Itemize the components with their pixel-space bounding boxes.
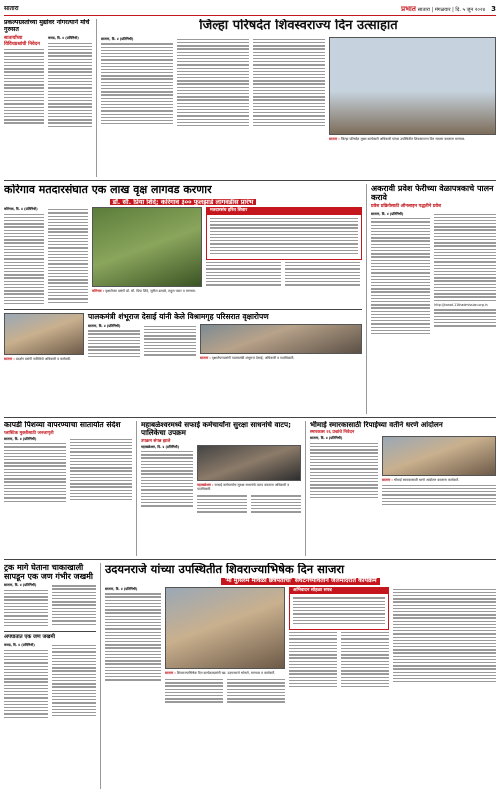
tree-text-1 — [4, 214, 44, 305]
mahabaleshwar-headline: महाबळेश्वरमध्ये सफाई कर्मचार्यांना सुरक्षा साधनांचे वाटप; पालिकेचा उपक्रम — [141, 421, 291, 438]
newspaper-logo: प्रभात — [401, 3, 416, 13]
masthead — [4, 4, 496, 16]
lead-text-1 — [101, 43, 173, 124]
col1-text-2 — [48, 43, 92, 127]
udayan-dateline: सातारा, दि. ४ (प्रतिनिधी) — [105, 586, 138, 591]
tree-photo — [92, 207, 202, 287]
col1-subhead: सातार्यांच्या विविधप्रश्नांची निवेदन — [4, 36, 40, 47]
tree-infobox — [206, 207, 362, 260]
truck-headline: ट्रक मागे घेताना चाकाखाली सापडून एक जण गंभीर जखमी — [4, 563, 93, 582]
lead-photo — [329, 37, 496, 135]
truck-story — [4, 563, 96, 789]
desai-caption: सातारा : वृक्षारोपणप्रसंगी पालकमंत्री शंभूराज देसाई, अधिकारी व पदाधिकारी. — [200, 355, 295, 360]
tree-subhead: डॉ. सौ. प्रिया शिंदे; कोरेगाव ३०० फुलझाडे लागवडीस प्रारंभ — [110, 199, 257, 206]
tree-dateline: कोरेगाव, दि. ४ (प्रतिनिधी) — [4, 207, 38, 212]
bhime-caption: सातारा : भीमाई स्मारकासाठी धरणे आंदोलन करताना कार्यकर्ते. — [382, 478, 460, 483]
lead-dateline: सातारा, दि. ४ (प्रतिनिधी) — [101, 36, 134, 41]
raid-subhead: प्रवेश प्रक्रियेसाठी ऑनलाइन पद्धतीने प्रवेश — [371, 204, 442, 210]
bhime-subhead: स्मारकास २६ प्रश्नांचे निवेदन — [310, 430, 355, 436]
desai-dateline: सातारा, दि. ४ (प्रतिनिधी) — [88, 323, 121, 328]
col1-headline: प्रकल्पग्रस्तांच्या मुद्यांवर नांगरत्याने मोर्चे गुरुसत — [4, 19, 90, 34]
udayan-infobox — [289, 587, 389, 630]
tree-story — [4, 184, 362, 414]
bhime-dateline: सातारा, दि. ४ (प्रतिनिधी) — [310, 436, 343, 441]
raid-dateline: सातारा, दि. ४ (प्रतिनिधी) — [371, 211, 404, 216]
tree-text-2 — [48, 209, 88, 303]
lead-caption: सातारा : जिल्हा परिषदेत मुख्य कार्यकारी अधिकारी यांच्या उपस्थितीत शिवस्वराज्य दिन साजरा करताना मान्यवर. — [329, 136, 466, 141]
bottom-row — [4, 563, 496, 789]
col1-dateline: कराड, दि. ४ (प्रतिनिधी) — [48, 36, 79, 41]
masthead-dateline: सातारा | मंगळवार | दि. ५ जून २०२४ — [417, 6, 486, 13]
top-row — [4, 19, 496, 177]
raid-headline: अकरावी प्रवेश फेरीच्या वेळापत्रकाचे पालन करावे — [371, 184, 494, 203]
lower-row — [4, 421, 496, 556]
bags-subhead: प्लास्टिक मुक्तीसाठी जनजागृती — [4, 430, 54, 436]
lead-headline: जिल्हा परिषदेत शिवस्वराज्य दिन उत्साहात — [199, 19, 398, 33]
tree2-dateline: कराड, दि. ४ (प्रतिनिधी) — [4, 643, 35, 648]
bhime-photo — [382, 436, 496, 476]
mahabaleshwar-subhead: उपक्रम संपन्न झाले — [141, 438, 171, 444]
udayan-box-title: अभिवादन सोहळा सपन्न — [290, 588, 388, 595]
desai-photo — [200, 324, 362, 354]
col1-text — [4, 49, 44, 124]
lead-text-2 — [177, 39, 249, 126]
middle-row — [4, 184, 496, 414]
mahabaleshwar-dateline: महाबळेश्वर, दि. ४ (प्रतिनिधी) — [141, 444, 180, 449]
bags-dateline: सातारा, दि. ४ (प्रतिनिधी) — [4, 436, 37, 441]
udayan-caption: सातारा : शिवराज्याभिषेक दिन कार्यक्रमप्रसंगी खा. उदयनराजे भोसले, मान्यवर व कार्यकर्ते. — [165, 670, 276, 675]
raid-story — [371, 184, 496, 414]
lead-story — [101, 19, 496, 177]
tree2-headline: अपघातात एक जण जखमी — [4, 634, 55, 641]
page-number: 3 — [491, 4, 496, 13]
udayanraje-story — [105, 563, 496, 789]
desai-headline: पालकमंत्री शंभूराज देसाई यांनी केले विश्रामगृह परिसरात वृक्षारोपण — [88, 312, 269, 322]
infobox-title: मतदारसंघ हरित शिवार — [207, 208, 361, 215]
udayan-photo — [165, 587, 285, 669]
tree-caption: कोरेगाव : वृक्षारोपण प्रसंगी डॉ. सौ. प्रिया शिंदे, सुनील ढमाळे, राहुल पवार व मान्यवर. — [92, 289, 196, 294]
bags-story — [4, 421, 132, 556]
left-column-story — [4, 19, 92, 177]
lead-text-3 — [253, 39, 325, 126]
bhime-headline: भीमाई स्मारकासाठी रिपाईच्या वतीने धरणे आंदोलन — [310, 421, 443, 429]
bhime-story — [310, 421, 496, 556]
truck-dateline: सातारा, दि. ४ (प्रतिनिधी) — [4, 583, 37, 588]
mahabaleshwar-story — [141, 421, 301, 556]
bags-photo — [4, 313, 84, 355]
udayan-subhead: 'मी मुस्लिम मावळा छत्रपतींचा' संघटनेच्यावतीने जलमंदिरात कार्यक्रम — [221, 578, 379, 585]
udayan-headline: उदयनराजे यांच्या उपस्थितीत शिवराज्याभिषेक दिन साजरा — [105, 563, 345, 576]
mahabaleshwar-caption: महाबळेश्वर : सफाई कर्मचार्यांना सुरक्षा साधनांचे वाटप करताना अधिकारी व पदाधिकारी. — [197, 482, 290, 492]
tree-headline: कोरेगाव मतदारसंघात एक लाख वृक्ष लागवड करणार — [4, 184, 212, 196]
edition-name: सातारा — [4, 5, 19, 13]
mahabaleshwar-photo — [197, 445, 301, 481]
raid-link[interactable]: http://karad.11thadmission.org.in — [434, 302, 488, 307]
bags-headline: कापडी पिशव्या वापरण्याचा सातार्यात संदेश — [4, 421, 121, 429]
bags-caption: सातारा : प्रदर्शन प्रसंगी पालिकेचे अधिकारी व कर्मचारी. — [4, 357, 72, 362]
